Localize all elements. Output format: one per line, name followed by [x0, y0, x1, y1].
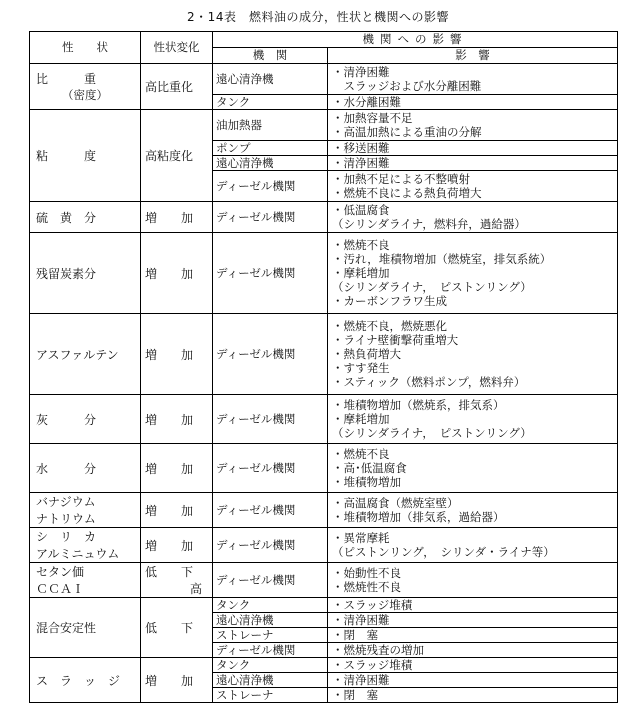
engine-cell: ディーゼル機関: [213, 444, 328, 493]
header-change: 性状変化: [141, 32, 213, 64]
effect-cell: ・清浄困難 スラッジおよび水分離困難: [328, 64, 618, 95]
engine-cell: ディーゼル機関: [213, 643, 328, 658]
effect-line: ・すす発生: [332, 361, 390, 375]
effect-line: ・汚れ，堆積物増加（燃焼室，排気系統）: [332, 252, 552, 266]
engine-cell: 遠心清浄機: [213, 64, 328, 95]
prop-line: セタン価: [36, 565, 85, 579]
engine-cell: タンク: [213, 598, 328, 613]
effect-cell: ・清浄困難: [328, 613, 618, 628]
prop-line: シ リ カ: [36, 530, 97, 544]
effect-cell: ・加熱不足による不整噴射 ・燃焼不良による熱負荷増大: [328, 171, 618, 202]
change-water: 増 加: [141, 444, 213, 493]
header-engine: 機 関: [213, 48, 328, 64]
effect-cell: [328, 395, 618, 444]
effect-line: ・高･低温腐食: [332, 461, 407, 475]
effect-line: ・ライナ壁衝撃荷重増大: [332, 333, 459, 347]
effect-line: ・高温腐食（燃焼室壁）: [332, 496, 459, 510]
engine-cell: ストレーナ: [213, 628, 328, 643]
header-effect: 影 響: [328, 48, 618, 64]
change-sulfur: 増 加: [141, 202, 213, 233]
effect-line: ・堆積物増加（燃焼系，排気系）: [332, 398, 505, 412]
change-cetane-ccai: 低 下 高: [141, 563, 213, 598]
effect-line: ・始動性不良: [332, 566, 401, 580]
prop-vanadium-sodium: [30, 493, 141, 528]
engine-cell: ポンプ: [213, 141, 328, 156]
effect-line: ・摩耗増加: [332, 266, 390, 280]
prop-silica-aluminium: [30, 528, 141, 563]
prop-sludge: ス ラ ッ ジ: [30, 658, 141, 703]
prop-line: ナトリウム: [36, 512, 96, 526]
prop-line: アルミニュウム: [36, 547, 120, 561]
effect-line: ・スティック（燃料ポンプ，燃料弁）: [332, 375, 526, 389]
effect-cell: [328, 528, 618, 563]
effect-line: （ピストンリング， シリンダ・ライナ等）: [332, 545, 555, 559]
change-viscosity: 高粘度化: [141, 110, 213, 202]
effect-line: ・カーボンフラワ生成: [332, 294, 447, 308]
engine-cell: ディーゼル機関: [213, 563, 328, 598]
prop-line: ＣＣＡＩ: [36, 582, 85, 596]
engine-cell: タンク: [213, 658, 328, 673]
header-property: 性 状: [30, 32, 141, 64]
prop-sulfur: 硫 黄 分: [30, 202, 141, 233]
prop-viscosity: 粘 度: [30, 110, 141, 202]
prop-asphaltene: アスファルテン: [30, 314, 141, 395]
effect-cell: ・清浄困難: [328, 156, 618, 171]
effect-cell: ・加熱容量不足 ・高温加熱による重油の分解: [328, 110, 618, 141]
effect-cell: [328, 493, 618, 528]
engine-cell: ディーゼル機関: [213, 202, 328, 233]
effect-line: ・堆積物増加（排気系，過給器）: [332, 510, 505, 524]
engine-cell: ディーゼル機関: [213, 528, 328, 563]
prop-density-label: 比 重: [36, 72, 97, 86]
effect-line: ・異常摩耗: [332, 531, 390, 545]
effect-cell: ・閉 塞: [328, 628, 618, 643]
effect-line: ・熱負荷増大: [332, 347, 401, 361]
engine-cell: 遠心清浄機: [213, 673, 328, 688]
effect-cell: [328, 233, 618, 314]
effect-line: （シリンダライナ， ピストンリング）: [332, 426, 532, 440]
effect-cell: ・清浄困難: [328, 673, 618, 688]
engine-cell: ディーゼル機関: [213, 493, 328, 528]
change-asphaltene: 増 加: [141, 314, 213, 395]
change-vanadium-sodium: 増 加: [141, 493, 213, 528]
effect-cell: ・閉 塞: [328, 688, 618, 703]
effect-cell: ・移送困難: [328, 141, 618, 156]
effect-cell: ・水分離困難: [328, 95, 618, 110]
engine-cell: ディーゼル機関: [213, 233, 328, 314]
prop-cetane-ccai: [30, 563, 141, 598]
effect-cell: ・スラッジ堆積: [328, 598, 618, 613]
effect-line: ・堆積物増加: [332, 475, 401, 489]
effect-line: ・燃焼性不良: [332, 580, 401, 594]
effect-line: （シリンダライナ， ピストンリング）: [332, 280, 532, 294]
prop-density-sub: （密度）: [62, 88, 108, 102]
engine-cell: ディーゼル機関: [213, 171, 328, 202]
engine-cell: ディーゼル機関: [213, 314, 328, 395]
fuel-oil-influence-table: [29, 31, 618, 703]
effect-cell: [328, 444, 618, 493]
prop-water: 水 分: [30, 444, 141, 493]
effect-cell: [328, 314, 618, 395]
change-carbon-residue: 増 加: [141, 233, 213, 314]
prop-line: バナジウム: [36, 495, 96, 509]
prop-mixing-stability: 混合安定性: [30, 598, 141, 658]
engine-cell: ストレーナ: [213, 688, 328, 703]
effect-cell: ・低温腐食 （シリンダライナ，燃料弁，過給器）: [328, 202, 618, 233]
change-sludge: 増 加: [141, 658, 213, 703]
engine-cell: タンク: [213, 95, 328, 110]
header-influence: 機関への影響: [213, 32, 618, 48]
change-mixing-stability: 低 下: [141, 598, 213, 658]
engine-cell: ディーゼル機関: [213, 395, 328, 444]
change-ash: 増 加: [141, 395, 213, 444]
engine-cell: 遠心清浄機: [213, 156, 328, 171]
table-title: 2・14表 燃料油の成分，性状と機関への影響: [187, 10, 449, 24]
effect-cell: ・スラッジ堆積: [328, 658, 618, 673]
change-density: 高比重化: [141, 64, 213, 110]
change-silica-aluminium: 増 加: [141, 528, 213, 563]
effect-cell: [328, 563, 618, 598]
engine-cell: 油加熱器: [213, 110, 328, 141]
effect-line: ・燃焼不良，燃焼悪化: [332, 319, 447, 333]
effect-line: ・摩耗増加: [332, 412, 390, 426]
prop-carbon-residue: 残留炭素分: [30, 233, 141, 314]
effect-line: ・燃焼不良: [332, 447, 390, 461]
effect-line: ・燃焼不良: [332, 238, 390, 252]
engine-cell: 遠心清浄機: [213, 613, 328, 628]
prop-ash: 灰 分: [30, 395, 141, 444]
prop-density: [30, 64, 141, 110]
effect-cell: ・燃焼残査の増加: [328, 643, 618, 658]
